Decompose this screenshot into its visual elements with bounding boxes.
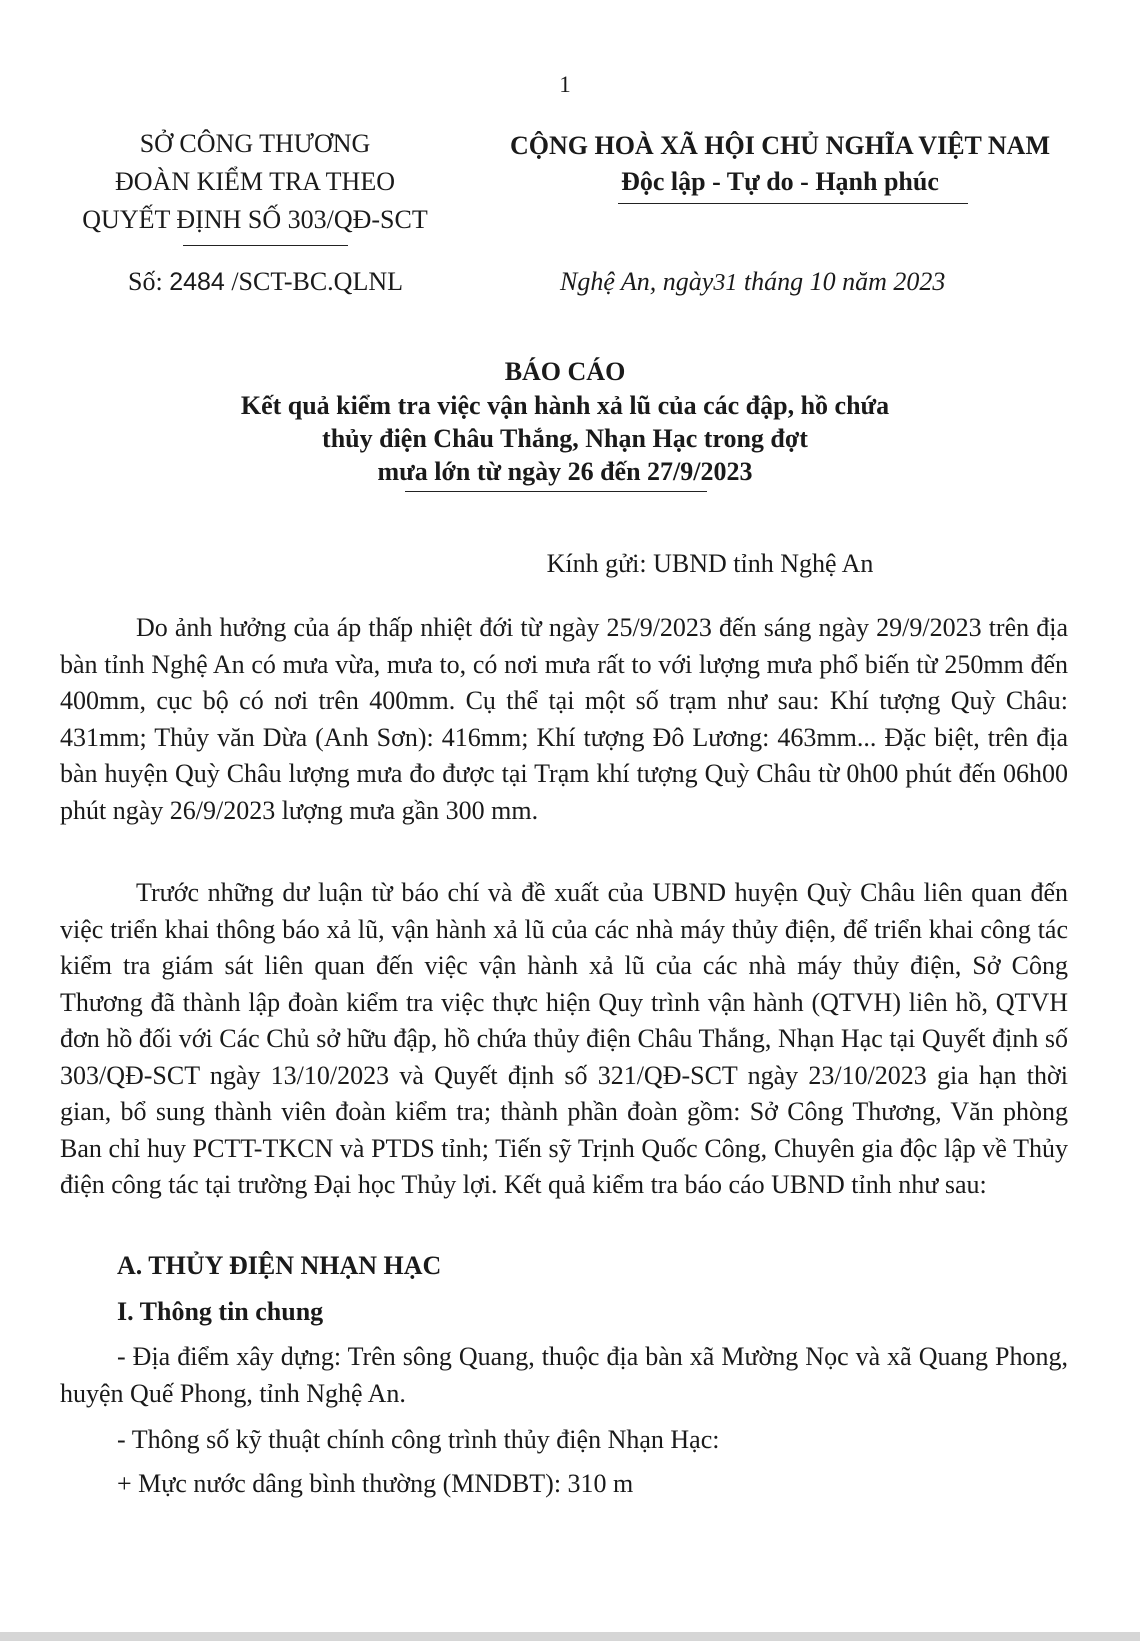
report-subtitle-line1: Kết quả kiểm tra việc vận hành xả lũ của các đập, hồ chứa (240, 391, 890, 420)
place-date-after: tháng 10 năm 2023 (743, 267, 946, 296)
document-number-value: 2484 (169, 268, 225, 296)
section-a-heading: A. THỦY ĐIỆN NHẠN HẠC (117, 1251, 442, 1280)
paragraph-rainfall: Do ảnh hưởng của áp thấp nhiệt đới từ ngày 25/9/2023 đến sáng ngày 29/9/2023 trên địa bàn tỉnh Nghệ An có mưa vừa, mưa to, có nơi mưa rất to với lượng mưa phổ biến từ 250mm đến 400mm, cục bộ có nơi trên 400mm. Cụ thể tại một số trạm như sau: Khí tượng Quỳ Châu: 431mm; Thủy văn Dừa (Anh Sơn): 416mm; Khí tượng Đô Lương: 463mm... Đặc biệt, trên địa bàn huyện Quỳ Châu lượng mưa đo được tại Trạm khí tượng Quỳ Châu từ 0h00 phút đến 06h00 phút ngày 26/9/2023 lượng mưa gần 300 mm. (60, 613, 1068, 825)
bottom-border (0, 1632, 1140, 1641)
place-date-day: 31 (713, 270, 738, 296)
header-agency: SỞ CÔNG THƯƠNG (139, 129, 371, 158)
report-subtitle-line3: mưa lớn từ ngày 26 đến 27/9/2023 (377, 457, 753, 486)
place-date (560, 265, 945, 300)
document-number (128, 265, 403, 299)
header-country: CỘNG HOÀ XÃ HỘI CHỦ NGHĨA VIỆT NAM (509, 131, 1051, 160)
title-underline (405, 491, 707, 492)
document-number-suffix: /SCT-BC.QLNL (231, 267, 403, 296)
report-title: BÁO CÁO (504, 357, 626, 386)
document-number-prefix: Số: (128, 267, 163, 296)
section-i-heading: I. Thông tin chung (117, 1297, 324, 1326)
header-motto: Độc lập - Tự do - Hạnh phúc (621, 167, 939, 196)
header-right-underline (618, 203, 968, 204)
paragraph-location: - Địa điểm xây dựng: Trên sông Quang, thuộc địa bàn xã Mường Nọc và xã Quang Phong, huyện Quế Phong, tỉnh Nghệ An. (60, 1342, 1068, 1408)
specs-intro: - Thông số kỹ thuật chính công trình thủy điện Nhạn Hạc: (117, 1425, 720, 1454)
place-date-before: Nghệ An, ngày (560, 267, 714, 296)
recipient: Kính gửi: UBND tỉnh Nghệ An (546, 549, 874, 578)
header-decision: QUYẾT ĐỊNH SỐ 303/QĐ-SCT (82, 205, 428, 234)
spec-mndbt: + Mực nước dâng bình thường (MNDBT): 310 m (117, 1469, 634, 1498)
page-number: 1 (559, 72, 571, 97)
header-team: ĐOÀN KIỂM TRA THEO (115, 167, 395, 196)
report-subtitle-line2: thủy điện Châu Thắng, Nhạn Hạc trong đợt (322, 424, 808, 453)
header-left-underline (183, 245, 348, 246)
paragraph-inspection: Trước những dư luận từ báo chí và đề xuất của UBND huyện Quỳ Châu liên quan đến việc triển khai thông báo xả lũ, vận hành xả lũ của các nhà máy thủy điện, để triển khai công tác kiểm tra giám sát liên quan đến việc vận hành xả lũ của các nhà máy thủy điện, Sở Công Thương đã thành lập đoàn kiểm tra việc thực hiện Quy trình vận hành (QTVH) liên hồ, QTVH đơn hồ đối với Các Chủ sở hữu đập, hồ chứa thủy điện Châu Thắng, Nhạn Hạc tại Quyết định số 303/QĐ-SCT ngày 13/10/2023 và Quyết định số 321/QĐ-SCT ngày 23/10/2023 gia hạn thời gian, bổ sung thành viên đoàn kiểm tra; thành phần đoàn gồm: Sở Công Thương, Văn phòng Ban chỉ huy PCTT-TKCN và PTDS tỉnh; Tiến sỹ Trịnh Quốc Công, Chuyên gia độc lập về Thủy điện công tác tại trường Đại học Thủy lợi. Kết quả kiểm tra báo cáo UBND tỉnh như sau: (60, 878, 1068, 1199)
